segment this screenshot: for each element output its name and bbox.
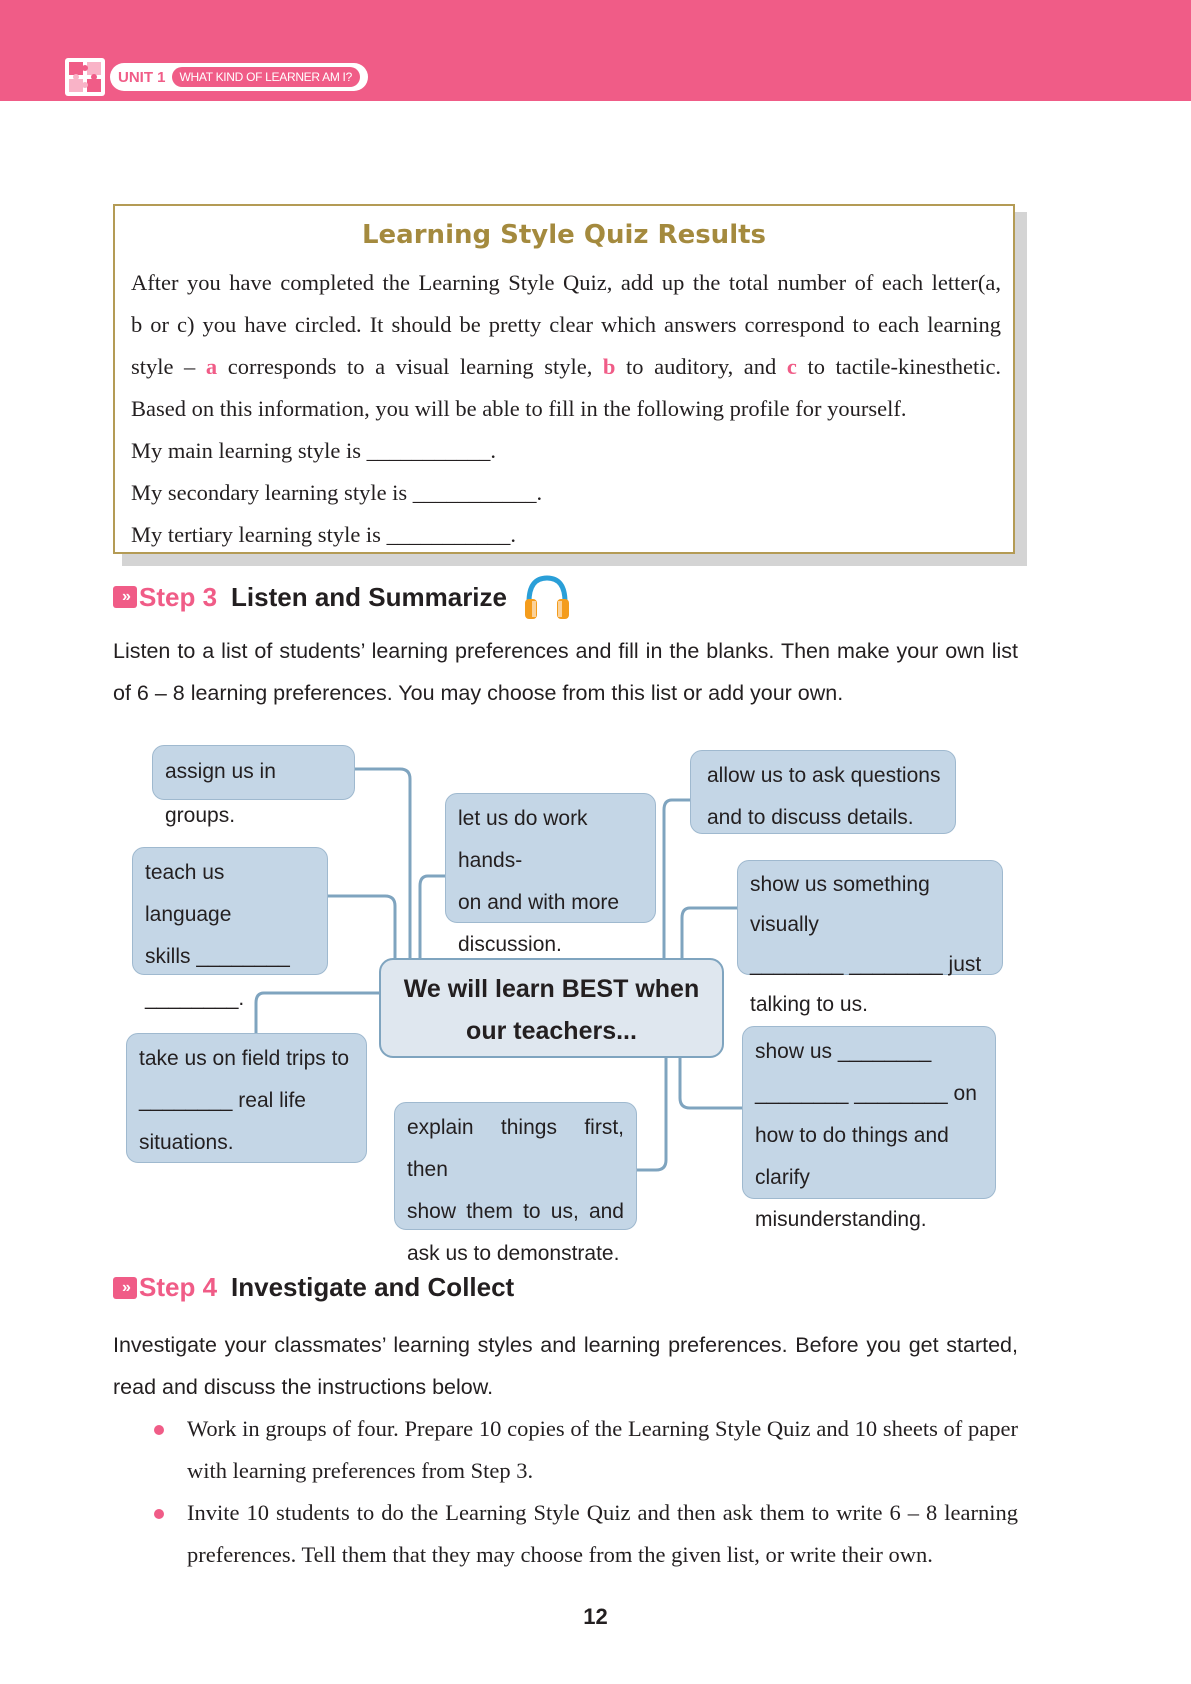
letter-a: a [205, 354, 218, 379]
pref-hands-on-line1: let us do work hands- [458, 807, 588, 872]
center-line2: our teachers... [466, 1017, 637, 1045]
bullet-icon [154, 1509, 164, 1519]
pref-show-how [742, 1026, 996, 1231]
pref-assign-groups [152, 745, 355, 827]
letter-b: b [602, 354, 616, 379]
step3-heading [113, 572, 573, 622]
bullet-text: Work in groups of four. Prepare 10 copies of the Learning Style Quiz and 10 sheets of paper with learning preferences from Step 3. [187, 1416, 1018, 1483]
pref-language-line3: ________. [145, 987, 245, 1010]
center-line1: We will learn BEST when [403, 975, 700, 1003]
bullet-text: Invite 10 students to do the Learning Style Quiz and then ask them to write 6 – 8 learning preferences. Tell them that they may choose from the given list, or write their own. [187, 1500, 1018, 1567]
pref-explain-demonstrate [394, 1102, 637, 1265]
pref-visually-line3: talking to us. [750, 993, 868, 1016]
mapping-text-2: corresponds to a visual learning style, [227, 354, 593, 379]
pref-language-skills [132, 847, 328, 1010]
unit-title: WHAT KIND OF LEARNER AM I? [172, 67, 360, 87]
step-arrow-icon: » [113, 586, 137, 608]
step4-title: Investigate and Collect [231, 1272, 515, 1302]
pref-ask-questions [690, 750, 956, 834]
tertiary-style-line: My tertiary learning style is ___________. [131, 522, 516, 547]
step-arrow-icon: » [113, 1277, 137, 1299]
step3-instructions: Listen to a list of students’ learning preferences and fill in the blanks. Then make your own list of 6 – 8 learning preferences. You may choose from this list or add your own. [113, 639, 1018, 705]
quiz-results-title: Learning Style Quiz Results [361, 220, 767, 250]
step3-title: Listen and Summarize [231, 581, 507, 612]
page-number: 12 [583, 1604, 608, 1629]
pref-ask-questions-line2: and to discuss details. [707, 806, 914, 829]
list-item [152, 1492, 1018, 1576]
letter-c: c [786, 354, 797, 379]
mapping-text-3: to auditory, and [626, 354, 777, 379]
mapping-text-4: to tactile-kinesthetic. [807, 354, 1002, 379]
pref-field-trips [126, 1033, 367, 1163]
pref-field-trips-line2: ________ real life [139, 1089, 306, 1112]
step4-bullet-list [152, 1408, 1018, 1576]
pref-show-how-line2: ________ ________ on [755, 1082, 977, 1105]
step4-label: Step 4 [139, 1272, 218, 1302]
secondary-style-line: My secondary learning style is ___________. [131, 480, 543, 505]
pref-field-trips-line1: take us on field trips to [139, 1047, 350, 1070]
quiz-results-text [131, 262, 1001, 556]
pref-hands-on-line3: discussion. [458, 933, 562, 956]
pref-show-how-line4: clarify misunderstanding. [755, 1166, 927, 1231]
pref-ask-questions-line1: allow us to ask questions [707, 764, 941, 787]
step3-label: Step 3 [139, 581, 218, 612]
quiz-style-mapping [131, 346, 1001, 388]
quiz-results-box [113, 204, 1015, 554]
unit-badge [110, 63, 368, 91]
mapping-text-1: style – [131, 354, 196, 379]
pref-visually-line1: show us something visually [750, 873, 930, 936]
pref-explain-line1: explain things first, then [407, 1116, 624, 1181]
pref-visually-line2: ________ ________ just [750, 953, 982, 976]
step4-heading [113, 1272, 514, 1303]
list-item [152, 1408, 1018, 1492]
headphones-icon [521, 572, 573, 622]
quiz-intro-line2: b or c) you have circled. It should be pretty clear which answers correspond to each learning [131, 312, 1001, 337]
step4-instructions: Investigate your classmates’ learning styles and learning preferences. Before you get started, read and discuss the instructions below. [113, 1333, 1018, 1399]
pref-show-how-line3: how to do things and [755, 1124, 949, 1147]
pref-hands-on-line2: on and with more [458, 891, 620, 914]
pref-language-line1: teach us language [145, 861, 232, 926]
mindmap-center [379, 958, 724, 1058]
pref-hands-on [445, 793, 656, 956]
unit-label: UNIT 1 [118, 68, 166, 86]
pref-explain-line3: ask us to demonstrate. [407, 1242, 620, 1265]
pref-explain-line2: show them to us, and [407, 1200, 624, 1223]
quiz-profile-intro: Based on this information, you will be able to fill in the following profile for yourself. [131, 396, 907, 421]
pref-assign-groups-text: assign us in groups. [165, 760, 276, 827]
pref-show-how-line1: show us ________ [755, 1040, 932, 1063]
pref-show-visually [737, 860, 1003, 1016]
puzzle-icon [64, 57, 106, 97]
quiz-intro-line1: After you have completed the Learning Style Quiz, add up the total number of each letter(a, [131, 270, 1001, 295]
bullet-icon [154, 1425, 164, 1435]
pref-field-trips-line3: situations. [139, 1131, 234, 1154]
pref-language-line2: skills ________ [145, 945, 290, 968]
main-style-line: My main learning style is ___________. [131, 438, 496, 463]
